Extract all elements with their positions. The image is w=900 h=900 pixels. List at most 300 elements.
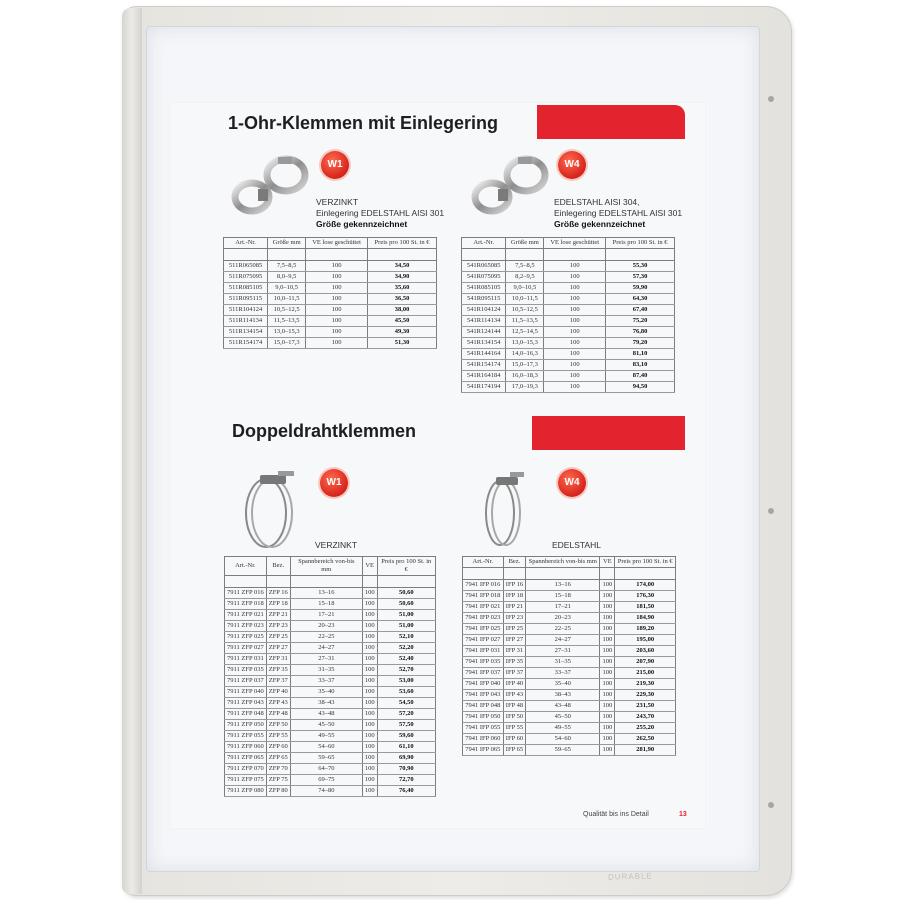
- table-cell: 13–16: [526, 580, 600, 591]
- table-cell: 100: [544, 283, 606, 294]
- table-cell: 8,2–9,5: [506, 272, 544, 283]
- table-cell: 100: [544, 272, 606, 283]
- material-label-right: EDELSTAHL: [552, 540, 601, 550]
- table-header-row: [462, 238, 675, 249]
- table-cell: 27–31: [526, 646, 600, 657]
- price-cell: 262,50: [615, 734, 676, 745]
- table-cell: 7911 ZFP 065: [225, 753, 267, 764]
- table-cell: IFP 21: [503, 602, 526, 613]
- price-cell: 38,00: [368, 305, 437, 316]
- table-row: [225, 621, 436, 632]
- table-cell: 7,5–8,5: [268, 261, 306, 272]
- material-label-left: VERZINKT: [315, 540, 358, 550]
- table-cell: 7941 IFP 023: [463, 613, 504, 624]
- table-row: [463, 734, 676, 745]
- table-cell: 100: [362, 742, 377, 753]
- table-row: [224, 294, 437, 305]
- table-cell: 541R104124: [462, 305, 506, 316]
- table-row: [463, 712, 676, 723]
- price-cell: 64,30: [606, 294, 675, 305]
- table-cell: 43–48: [290, 709, 362, 720]
- table-cell: IFP 48: [503, 701, 526, 712]
- table-row: [463, 745, 676, 756]
- table-cell: 7941 IFP 037: [463, 668, 504, 679]
- table-cell: 49–55: [526, 723, 600, 734]
- price-cell: 281,90: [615, 745, 676, 756]
- table-cell: IFP 37: [503, 668, 526, 679]
- table-header-row: [463, 557, 676, 568]
- table-cell: 7941 IFP 043: [463, 690, 504, 701]
- price-cell: 59,60: [377, 731, 435, 742]
- table-cell: 15–18: [526, 591, 600, 602]
- price-cell: 87,40: [606, 371, 675, 382]
- table-cell: IFP 50: [503, 712, 526, 723]
- table-cell: 511R154174: [224, 338, 268, 349]
- table-cell: 100: [362, 632, 377, 643]
- table-cell: ZFP 60: [266, 742, 290, 753]
- table-row: [462, 305, 675, 316]
- table-row: [463, 668, 676, 679]
- table-row: [225, 610, 436, 621]
- price-cell: 53,60: [377, 687, 435, 698]
- price-cell: 231,50: [615, 701, 676, 712]
- table-cell: 45–50: [526, 712, 600, 723]
- table-cell: IFP 25: [503, 624, 526, 635]
- table-cell: 100: [362, 786, 377, 797]
- table-cell: 100: [306, 272, 368, 283]
- table-header-cell: Größe mm: [268, 238, 306, 249]
- table-cell: 7911 ZFP 018: [225, 599, 267, 610]
- table-row: [225, 599, 436, 610]
- price-cell: 57,50: [377, 720, 435, 731]
- table-row: [462, 382, 675, 393]
- footer-slogan: Qualität bis ins Detail: [583, 811, 649, 818]
- table-row: [224, 283, 437, 294]
- table-cell: 100: [600, 701, 615, 712]
- table-row: [462, 349, 675, 360]
- table-row: [225, 665, 436, 676]
- table-cell: 100: [362, 665, 377, 676]
- table-cell: 100: [362, 709, 377, 720]
- table-cell: 7941 IFP 021: [463, 602, 504, 613]
- table-cell: 100: [600, 679, 615, 690]
- price-cell: 49,30: [368, 327, 437, 338]
- table-cell: 7911 ZFP 055: [225, 731, 267, 742]
- table-header-cell: Preis pro 100 St. in €: [615, 557, 676, 568]
- table-row: [224, 272, 437, 283]
- table-header-cell: VE lose geschüttet: [544, 238, 606, 249]
- table-cell: 100: [362, 764, 377, 775]
- table-cell: 15,0–17,3: [506, 360, 544, 371]
- table-row: [463, 602, 676, 613]
- table-spacer-row: [462, 249, 675, 261]
- table-cell: 511R075095: [224, 272, 268, 283]
- table-cell: 7911 ZFP 037: [225, 676, 267, 687]
- price-cell: 219,30: [615, 679, 676, 690]
- frame-hole: [768, 508, 774, 514]
- table-cell: 10,0–11,5: [268, 294, 306, 305]
- table-cell: 541R164184: [462, 371, 506, 382]
- table-cell: ZFP 40: [266, 687, 290, 698]
- table-row: [224, 316, 437, 327]
- price-cell: 34,50: [368, 261, 437, 272]
- price-cell: 52,20: [377, 643, 435, 654]
- table-cell: 13,0–15,3: [268, 327, 306, 338]
- table-cell: 7911 ZFP 021: [225, 610, 267, 621]
- table-cell: 15–18: [290, 599, 362, 610]
- price-cell: 50,60: [377, 588, 435, 599]
- table-cell: 38–43: [526, 690, 600, 701]
- table-cell: 100: [306, 283, 368, 294]
- table-cell: 27–31: [290, 654, 362, 665]
- table-cell: IFP 16: [503, 580, 526, 591]
- price-cell: 67,40: [606, 305, 675, 316]
- table-cell: 511R065085: [224, 261, 268, 272]
- table-cell: 7941 IFP 040: [463, 679, 504, 690]
- price-cell: 51,30: [368, 338, 437, 349]
- table-row: [462, 283, 675, 294]
- table-cell: ZFP 48: [266, 709, 290, 720]
- price-cell: 52,10: [377, 632, 435, 643]
- table-cell: 100: [362, 654, 377, 665]
- table-cell: 511R085105: [224, 283, 268, 294]
- price-cell: 72,70: [377, 775, 435, 786]
- price-cell: 61,10: [377, 742, 435, 753]
- price-cell: 76,80: [606, 327, 675, 338]
- table-cell: 100: [362, 731, 377, 742]
- badge-w1: W1: [321, 151, 349, 179]
- table-cell: 100: [362, 720, 377, 731]
- table-cell: 9,0–10,5: [268, 283, 306, 294]
- table-cell: IFP 55: [503, 723, 526, 734]
- table-cell: 100: [544, 349, 606, 360]
- table-row: [462, 327, 675, 338]
- table-header-cell: Bez.: [266, 557, 290, 576]
- table-cell: 541R085105: [462, 283, 506, 294]
- table-cell: ZFP 37: [266, 676, 290, 687]
- table-cell: 49–55: [290, 731, 362, 742]
- table-cell: 10,5–12,5: [506, 305, 544, 316]
- price-cell: 189,20: [615, 624, 676, 635]
- price-cell: 176,30: [615, 591, 676, 602]
- price-cell: 50,60: [377, 599, 435, 610]
- table-cell: IFP 43: [503, 690, 526, 701]
- table-cell: IFP 60: [503, 734, 526, 745]
- table-cell: 541R114134: [462, 316, 506, 327]
- table-cell: 7941 IFP 035: [463, 657, 504, 668]
- table-header-cell: Spannbereich von-bis mm: [526, 557, 600, 568]
- table-row: [225, 786, 436, 797]
- table-cell: 100: [362, 676, 377, 687]
- table-header-cell: VE: [600, 557, 615, 568]
- table-cell: 8,0–9,5: [268, 272, 306, 283]
- price-cell: 243,70: [615, 712, 676, 723]
- table-cell: 43–48: [526, 701, 600, 712]
- table-cell: 9,0–10,5: [506, 283, 544, 294]
- table-cell: 7941 IFP 025: [463, 624, 504, 635]
- table-cell: 100: [362, 610, 377, 621]
- frame-hole: [768, 802, 774, 808]
- table-row: [225, 753, 436, 764]
- table-cell: 7911 ZFP 050: [225, 720, 267, 731]
- table-cell: 74–80: [290, 786, 362, 797]
- table-cell: 100: [306, 316, 368, 327]
- table-cell: 100: [362, 588, 377, 599]
- table-cell: 7941 IFP 050: [463, 712, 504, 723]
- table-cell: 11,5–13,5: [268, 316, 306, 327]
- table-cell: IFP 18: [503, 591, 526, 602]
- table-row: [225, 632, 436, 643]
- table-cell: ZFP 18: [266, 599, 290, 610]
- table-header-row: [225, 557, 436, 576]
- table-cell: 11,5–13,5: [506, 316, 544, 327]
- badge-w1: W1: [320, 469, 348, 497]
- table-header-cell: Art.-Nr.: [463, 557, 504, 568]
- table-cell: 17,0–19,3: [506, 382, 544, 393]
- table-header-cell: Art.-Nr.: [225, 557, 267, 576]
- price-cell: 79,20: [606, 338, 675, 349]
- table-cell: 100: [600, 712, 615, 723]
- table-cell: 24–27: [290, 643, 362, 654]
- table-cell: 7911 ZFP 031: [225, 654, 267, 665]
- table-cell: 100: [600, 690, 615, 701]
- table-cell: 100: [544, 294, 606, 305]
- table-cell: 100: [600, 734, 615, 745]
- table-cell: IFP 31: [503, 646, 526, 657]
- table-cell: 7911 ZFP 025: [225, 632, 267, 643]
- table-cell: ZFP 43: [266, 698, 290, 709]
- table-cell: ZFP 25: [266, 632, 290, 643]
- table-header-cell: Preis pro 100 St. in €: [368, 238, 437, 249]
- table-cell: 100: [544, 338, 606, 349]
- table-header-cell: Preis pro 100 St. in €: [606, 238, 675, 249]
- table-cell: IFP 27: [503, 635, 526, 646]
- ear-clamp-image-galvanized: [230, 153, 310, 223]
- table-cell: 100: [306, 327, 368, 338]
- table-cell: 69–75: [290, 775, 362, 786]
- section-title-1: 1-Ohr-Klemmen mit Einlegering: [228, 113, 499, 133]
- table-cell: 100: [362, 643, 377, 654]
- table-cell: 13–16: [290, 588, 362, 599]
- table-cell: 7941 IFP 065: [463, 745, 504, 756]
- table-header-cell: VE: [362, 557, 377, 576]
- table-cell: 100: [362, 753, 377, 764]
- table-cell: 100: [600, 723, 615, 734]
- table-row: [462, 294, 675, 305]
- table-cell: 17–21: [290, 610, 362, 621]
- table-cell: 100: [544, 371, 606, 382]
- price-cell: 229,30: [615, 690, 676, 701]
- table-cell: 59–65: [290, 753, 362, 764]
- catalogue-page: [170, 103, 705, 828]
- table-cell: 14,0–16,3: [506, 349, 544, 360]
- price-table-ear-clamps-galvanized: [223, 237, 437, 349]
- table-header-cell: Art.-Nr.: [462, 238, 506, 249]
- table-row: [225, 588, 436, 599]
- price-cell: 203,60: [615, 646, 676, 657]
- price-cell: 83,10: [606, 360, 675, 371]
- price-cell: 59,90: [606, 283, 675, 294]
- table-cell: 100: [544, 327, 606, 338]
- price-cell: 57,20: [377, 709, 435, 720]
- table-row: [224, 261, 437, 272]
- table-row: [463, 723, 676, 734]
- table-cell: 7941 IFP 055: [463, 723, 504, 734]
- table-cell: 33–37: [526, 668, 600, 679]
- price-cell: 53,00: [377, 676, 435, 687]
- table-cell: 100: [362, 698, 377, 709]
- table-row: [463, 591, 676, 602]
- ear-clamp-image-stainless: [470, 153, 550, 223]
- price-cell: 69,90: [377, 753, 435, 764]
- price-cell: 35,60: [368, 283, 437, 294]
- table-row: [462, 316, 675, 327]
- table-row: [225, 676, 436, 687]
- price-cell: 94,50: [606, 382, 675, 393]
- price-cell: 215,00: [615, 668, 676, 679]
- table-row: [225, 775, 436, 786]
- table-row: [225, 687, 436, 698]
- table-cell: 7911 ZFP 023: [225, 621, 267, 632]
- table-cell: 100: [544, 382, 606, 393]
- table-row: [463, 580, 676, 591]
- table-cell: 541R144164: [462, 349, 506, 360]
- table-spacer-row: [224, 249, 437, 261]
- table-cell: 17–21: [526, 602, 600, 613]
- table-row: [463, 635, 676, 646]
- table-row: [225, 643, 436, 654]
- table-header-cell: Art.-Nr.: [224, 238, 268, 249]
- table-cell: 15,0–17,3: [268, 338, 306, 349]
- price-table-ear-clamps-stainless: [461, 237, 675, 393]
- table-cell: ZFP 65: [266, 753, 290, 764]
- table-cell: 100: [600, 624, 615, 635]
- table-spacer-row: [225, 576, 436, 588]
- table-row: [463, 690, 676, 701]
- table-header-cell: Spannbereich von-bis mm: [290, 557, 362, 576]
- table-cell: IFP 40: [503, 679, 526, 690]
- table-cell: ZFP 31: [266, 654, 290, 665]
- table-cell: ZFP 16: [266, 588, 290, 599]
- table-row: [225, 764, 436, 775]
- price-cell: 36,50: [368, 294, 437, 305]
- table-cell: 31–35: [526, 657, 600, 668]
- panel-hinge[interactable]: [122, 8, 142, 894]
- table-cell: 511R104124: [224, 305, 268, 316]
- table-cell: 10,0–11,5: [506, 294, 544, 305]
- table-cell: 100: [306, 338, 368, 349]
- wire-clamp-image-stainless: [478, 465, 538, 551]
- table-cell: 22–25: [290, 632, 362, 643]
- table-cell: 35–40: [526, 679, 600, 690]
- table-cell: ZFP 27: [266, 643, 290, 654]
- table-cell: 24–27: [526, 635, 600, 646]
- table-cell: 511R095115: [224, 294, 268, 305]
- table-cell: 64–70: [290, 764, 362, 775]
- price-cell: 54,50: [377, 698, 435, 709]
- table-cell: 541R174194: [462, 382, 506, 393]
- table-cell: 541R124144: [462, 327, 506, 338]
- price-table-wire-clamps-galvanized: [224, 556, 436, 797]
- frame-brand-label: DURABLE: [607, 871, 653, 882]
- product-desc-left: VERZINKT Einlegering EDELSTAHL AISI 301 Größe gekennzeichnet: [316, 197, 445, 229]
- table-cell: 7941 IFP 018: [463, 591, 504, 602]
- table-cell: ZFP 50: [266, 720, 290, 731]
- table-cell: 7911 ZFP 043: [225, 698, 267, 709]
- page-number: 13: [679, 811, 687, 818]
- price-cell: 81,10: [606, 349, 675, 360]
- table-cell: 7911 ZFP 060: [225, 742, 267, 753]
- table-cell: 100: [306, 305, 368, 316]
- table-row: [463, 646, 676, 657]
- table-cell: 100: [600, 613, 615, 624]
- table-cell: 31–35: [290, 665, 362, 676]
- section-accent-bar-2: [532, 416, 685, 450]
- table-row: [225, 742, 436, 753]
- table-cell: 22–25: [526, 624, 600, 635]
- table-cell: 16,0–18,3: [506, 371, 544, 382]
- table-row: [463, 624, 676, 635]
- table-cell: 100: [306, 261, 368, 272]
- table-cell: 100: [306, 294, 368, 305]
- table-cell: 7911 ZFP 075: [225, 775, 267, 786]
- badge-w4: W4: [558, 151, 586, 179]
- table-cell: 7911 ZFP 035: [225, 665, 267, 676]
- table-cell: 7,5–8,5: [506, 261, 544, 272]
- table-cell: 7911 ZFP 080: [225, 786, 267, 797]
- table-cell: 541R134154: [462, 338, 506, 349]
- table-row: [463, 679, 676, 690]
- table-cell: 541R075095: [462, 272, 506, 283]
- table-header-cell: VE lose geschüttet: [306, 238, 368, 249]
- price-cell: 174,00: [615, 580, 676, 591]
- table-cell: 100: [544, 305, 606, 316]
- table-row: [225, 654, 436, 665]
- table-cell: ZFP 23: [266, 621, 290, 632]
- table-row: [463, 613, 676, 624]
- table-row: [225, 720, 436, 731]
- table-cell: 38–43: [290, 698, 362, 709]
- table-cell: 541R154174: [462, 360, 506, 371]
- table-row: [463, 701, 676, 712]
- table-cell: 100: [362, 687, 377, 698]
- price-cell: 57,30: [606, 272, 675, 283]
- table-cell: 7941 IFP 031: [463, 646, 504, 657]
- price-cell: 76,40: [377, 786, 435, 797]
- table-row: [463, 657, 676, 668]
- table-cell: 100: [600, 668, 615, 679]
- price-cell: 51,00: [377, 621, 435, 632]
- table-row: [462, 261, 675, 272]
- table-cell: ZFP 21: [266, 610, 290, 621]
- table-cell: 7941 IFP 048: [463, 701, 504, 712]
- section-title-2: Doppeldrahtklemmen: [232, 421, 417, 441]
- table-cell: 7911 ZFP 016: [225, 588, 267, 599]
- product-desc-right: EDELSTAHL AISI 304, Einlegering EDELSTAHL AISI 301 Größe gekennzeichnet: [554, 197, 683, 229]
- price-cell: 75,20: [606, 316, 675, 327]
- table-cell: 100: [362, 599, 377, 610]
- table-row: [462, 360, 675, 371]
- table-cell: 20–23: [290, 621, 362, 632]
- price-table-wire-clamps-stainless: [462, 556, 676, 756]
- price-cell: 181,50: [615, 602, 676, 613]
- table-cell: 100: [544, 316, 606, 327]
- table-cell: IFP 35: [503, 657, 526, 668]
- price-cell: 207,90: [615, 657, 676, 668]
- table-header-row: [224, 238, 437, 249]
- table-cell: ZFP 75: [266, 775, 290, 786]
- section-accent-bar-1: [537, 105, 685, 139]
